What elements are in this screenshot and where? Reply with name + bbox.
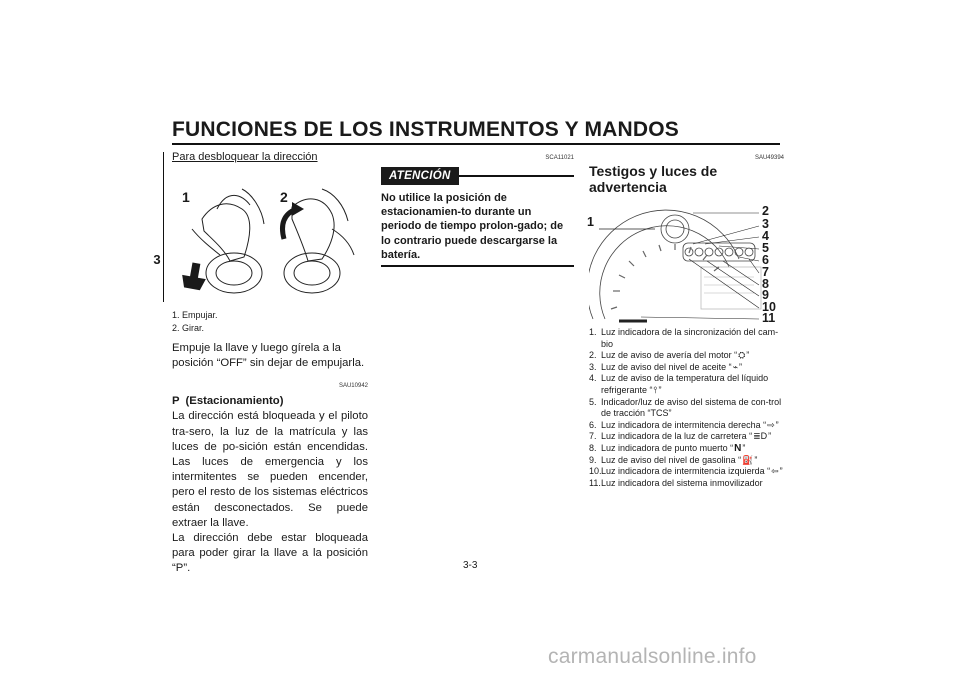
gauge-callout-11: 11 xyxy=(762,311,776,325)
unlock-instructions: Empuje la llave y luego gírela a la posición “OFF” sin dejar de empujarla. xyxy=(172,342,365,370)
gauge-callout-9: 9 xyxy=(762,288,769,302)
right-column xyxy=(589,151,784,489)
figure-callout-1: 1 xyxy=(182,189,190,205)
unlock-steering-heading: Para desbloquear la dirección xyxy=(172,151,318,163)
neutral-icon: N xyxy=(734,442,742,454)
legend-item: 5. Indicador/luz de aviso del sistema de con-trol de tracción “TCS” xyxy=(589,396,782,419)
section-code: SAU10942 xyxy=(338,383,368,390)
instrument-cluster-illustration xyxy=(589,199,784,323)
parking-description: La dirección está bloqueada y el piloto tra-sero, la luz de la matrícula y las luces de po-sición están encendidas. Las luces de emergencia y los intermitentes se pueden encender, pero el resto de los sistemas eléctricos están desconectados. Se puede extraer la llave. xyxy=(172,410,368,529)
gauge-callout-7: 7 xyxy=(762,265,769,279)
attention-label: ATENCIÓN xyxy=(381,167,459,185)
chapter-tab: 3 xyxy=(153,252,161,267)
legend-item: 3. Luz de aviso del nivel de aceite “⌁” xyxy=(589,361,743,372)
gauge-callout-1: 1 xyxy=(587,215,594,229)
caption-item: 2. Girar. xyxy=(172,323,205,333)
middle-column xyxy=(381,151,574,267)
legend-item: 9. Luz de aviso del nivel de gasolina “⛽” xyxy=(589,454,758,465)
parking-note-pre: La dirección debe estar bloqueada para poder girar la llave a la posición “ xyxy=(172,532,368,575)
legend-item: 8. Luz indicadora de punto muerto “N” xyxy=(589,442,746,454)
page-number: 3-3 xyxy=(463,560,478,571)
warnings-code: SAU49394 xyxy=(754,155,784,161)
gauge-callout-4: 4 xyxy=(762,229,769,243)
attention-rule xyxy=(459,175,574,177)
engine-icon: ⛭ xyxy=(738,350,746,361)
page-title: FUNCIONES DE LOS INSTRUMENTOS Y MANDOS xyxy=(172,118,679,141)
right-arrow-icon: ⇨ xyxy=(767,419,775,430)
parking-p-icon: P xyxy=(175,562,184,575)
figure-captions xyxy=(172,309,368,335)
legend-item: 7. Luz indicadora de la luz de carretera “≣D” xyxy=(589,431,772,442)
legend-item: 10. Luz indicadora de intermitencia izquierda “⇦” xyxy=(589,466,783,477)
legend-item: 4. Luz de aviso de la temperatura del líquido refrigerante “⫯” xyxy=(589,373,769,395)
parking-note xyxy=(172,531,368,577)
parking-p-icon: P xyxy=(172,395,180,408)
coolant-temp-icon: ⫯ xyxy=(653,384,658,395)
attention-text: No utilice la posición de estacionamien-to durante un periodo de tiempo prolon-gado; de lo contrario puede descargarse la batería. xyxy=(381,192,564,261)
legend-item: 1. Luz indicadora de la sincronización del cam-bio xyxy=(589,327,779,349)
gauge-callout-10: 10 xyxy=(762,300,776,314)
left-column xyxy=(172,151,368,577)
gauge-callout-3: 3 xyxy=(762,217,769,231)
gauge-callout-6: 6 xyxy=(762,253,769,267)
key-illustration xyxy=(172,169,368,301)
figure-callout-2: 2 xyxy=(280,189,288,205)
gauge-callout-8: 8 xyxy=(762,277,769,291)
key-figure xyxy=(172,169,368,301)
attention-header xyxy=(381,167,574,185)
attention-end-rule xyxy=(381,265,574,267)
title-rule xyxy=(172,143,780,145)
legend-item: 6. Luz indicadora de intermitencia derecha “⇨” xyxy=(589,419,779,430)
instrument-cluster-figure xyxy=(589,199,784,323)
parking-note-post: ”. xyxy=(183,562,191,575)
gauge-callout-5: 5 xyxy=(762,241,769,255)
high-beam-icon: ≣D xyxy=(753,431,768,442)
parking-subheading xyxy=(172,395,368,407)
left-arrow-icon: ⇦ xyxy=(771,466,779,477)
watermark-link[interactable]: carmanualsonline.info xyxy=(548,645,757,668)
indicator-legend xyxy=(589,327,784,489)
legend-item: 11. Luz indicadora del sistema inmovilizador xyxy=(589,477,763,488)
fuel-pump-icon: ⛽ xyxy=(742,454,754,465)
oil-can-icon: ⌁ xyxy=(732,361,739,372)
caption-item: 1. Empujar. xyxy=(172,310,218,320)
gauge-callout-2: 2 xyxy=(762,204,769,218)
parking-subheading-text: (Estacionamiento) xyxy=(185,395,284,408)
legend-item: 2. Luz de aviso de avería del motor “⛭” xyxy=(589,350,750,361)
attention-code: SCA11021 xyxy=(545,155,574,161)
warnings-heading: Testigos y luces de advertencia xyxy=(589,163,718,195)
